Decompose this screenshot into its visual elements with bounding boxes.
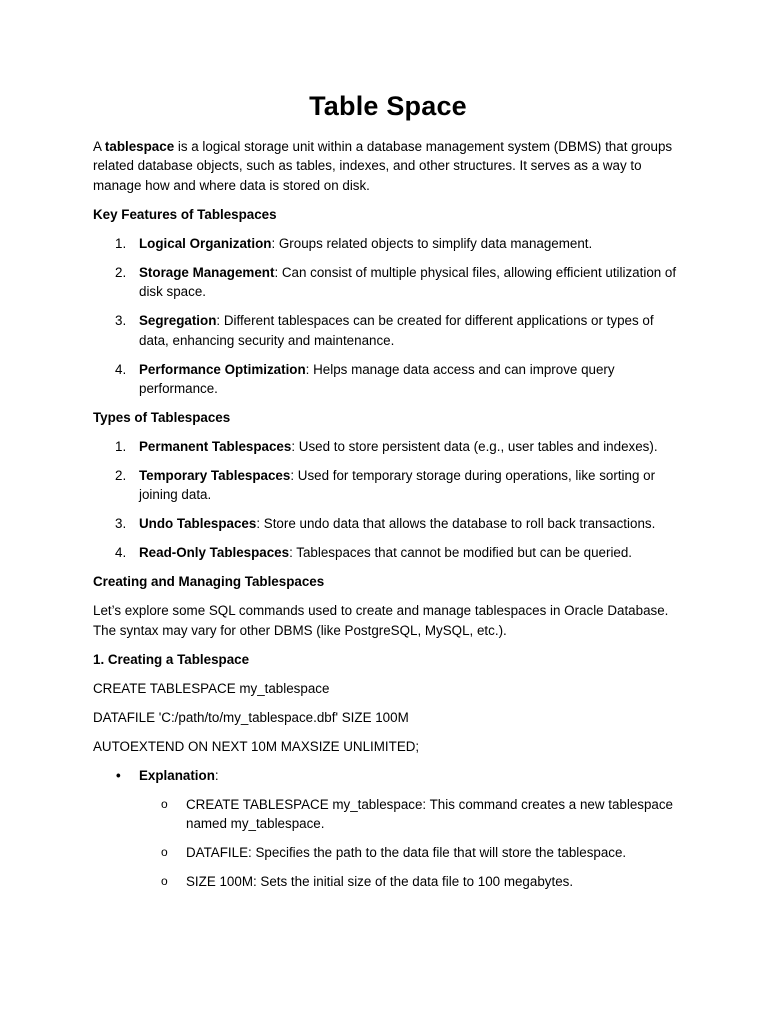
list-number: 1. — [115, 439, 127, 455]
list-text: : Helps manage data access and can improve query performance. — [139, 361, 615, 397]
list-item — [93, 543, 683, 562]
code-line: AUTOEXTEND ON NEXT 10M MAXSIZE UNLIMITED; — [93, 738, 420, 754]
list-text: : Used to store persistent data (e.g., user tables and indexes). — [291, 439, 658, 455]
list-item — [139, 795, 683, 834]
list-term: Permanent Tablespaces — [139, 439, 292, 455]
code-line: DATAFILE 'C:/path/to/my_tablespace.dbf' SIZE 100M — [93, 709, 409, 725]
page-title: Table Space — [309, 91, 467, 121]
intro-paragraph — [93, 137, 683, 195]
list-term: Segregation — [139, 313, 217, 329]
list-number: 3. — [115, 313, 127, 329]
list-number: 1. — [115, 235, 127, 251]
creating-intro: Let’s explore some SQL commands used to create and manage tablespaces in Oracle Database. The syntax may vary for other DBMS (like PostgreSQL, MySQL, etc.). — [93, 603, 669, 638]
list-item — [139, 872, 683, 891]
list-text: DATAFILE: Specifies the path to the data file that will store the tablespace. — [186, 845, 627, 861]
creating-subheading: 1. Creating a Tablespace — [93, 651, 250, 667]
list-number: 3. — [115, 516, 127, 532]
types-heading: Types of Tablespaces — [93, 410, 231, 426]
list-term: Read-Only Tablespaces — [139, 545, 290, 561]
list-item — [93, 437, 683, 456]
list-item — [93, 234, 683, 253]
explanation-item — [93, 766, 683, 892]
types-list — [93, 437, 683, 563]
list-item — [93, 311, 683, 350]
list-text: SIZE 100M: Sets the initial size of the data file to 100 megabytes. — [186, 874, 574, 890]
list-item — [93, 514, 683, 533]
creating-heading: Creating and Managing Tablespaces — [93, 574, 325, 590]
list-text: : Store undo data that allows the database to roll back transactions. — [256, 516, 656, 532]
list-text: : Tablespaces that cannot be modified but can be queried. — [289, 545, 633, 561]
explanation-sublist — [139, 795, 683, 892]
list-term: Performance Optimization — [139, 361, 306, 377]
list-item — [139, 843, 683, 862]
list-item — [93, 263, 683, 302]
key-features-list — [93, 234, 683, 399]
intro-text-start: A — [93, 139, 105, 154]
key-features-heading: Key Features of Tablespaces — [93, 206, 277, 222]
intro-text-rest: is a logical storage unit within a database management system (DBMS) that groups related database objects, such as tables, indexes, and other structures. It serves as a way to manage how and where data is stored on disk. — [93, 139, 673, 193]
explanation-colon: : — [214, 767, 219, 783]
list-term: Storage Management — [139, 264, 275, 280]
intro-term: tablespace — [104, 139, 175, 154]
list-number: 2. — [115, 468, 127, 484]
bullet-icon: • — [116, 767, 121, 783]
document-page — [93, 88, 683, 901]
list-text: : Groups related objects to simplify data management. — [271, 235, 593, 251]
list-number: 4. — [115, 361, 127, 377]
list-term: Undo Tablespaces — [139, 516, 257, 532]
list-term: Temporary Tablespaces — [139, 468, 291, 484]
list-number: 4. — [115, 545, 127, 561]
circle-bullet-icon: o — [161, 874, 168, 889]
circle-bullet-icon: o — [161, 796, 168, 811]
list-item — [93, 360, 683, 399]
code-line: CREATE TABLESPACE my_tablespace — [93, 680, 330, 696]
list-item — [93, 466, 683, 505]
list-term: Logical Organization — [139, 235, 272, 251]
circle-bullet-icon: o — [161, 845, 168, 860]
list-text: : Used for temporary storage during operations, like sorting or joining data. — [139, 468, 656, 503]
explanation-label: Explanation — [139, 767, 215, 783]
list-text: : Can consist of multiple physical files, allowing efficient utilization of disk space. — [139, 264, 677, 300]
list-text: : Different tablespaces can be created for different applications or types of data, enhancing security and maintenance. — [139, 313, 654, 348]
list-text: CREATE TABLESPACE my_tablespace: This command creates a new tablespace named my_tablespace. — [186, 796, 673, 832]
explanation-list — [93, 766, 683, 892]
list-number: 2. — [115, 264, 127, 280]
